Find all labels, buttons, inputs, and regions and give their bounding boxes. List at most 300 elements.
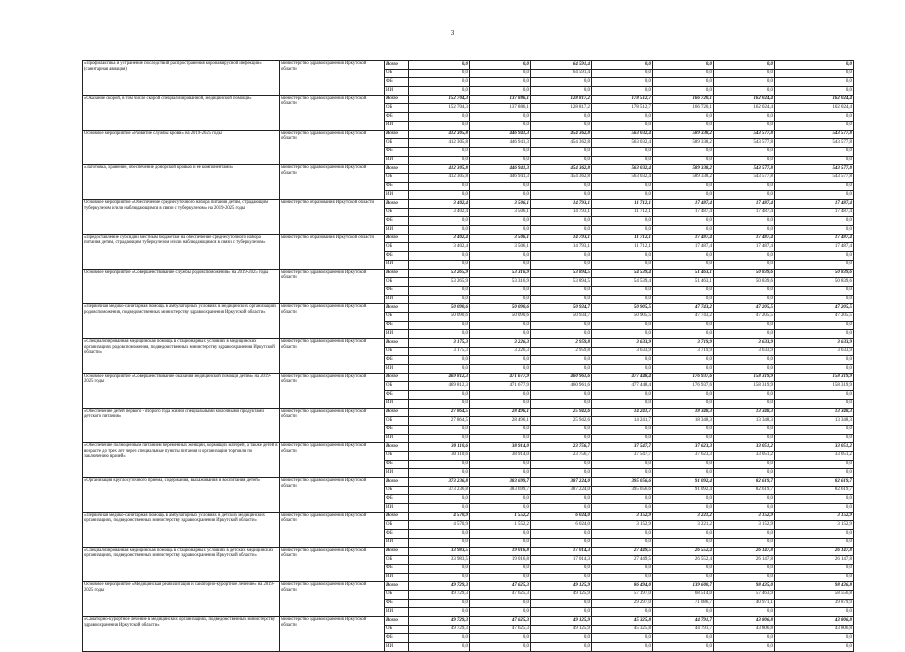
amount-cell: 0,0 xyxy=(470,182,531,191)
measure-name: «Санаторно-курортное лечение в медицинских организациях, подведомственных министерству здравоохранения Иркутской области» xyxy=(83,617,280,652)
amount-cell: 0,0 xyxy=(409,156,470,165)
amount-cell: 158 319,9 xyxy=(714,373,775,382)
amount-cell: 0,0 xyxy=(653,460,714,469)
amount-cell: 2 959,8 xyxy=(531,347,592,356)
amount-cell: 0,0 xyxy=(775,191,854,200)
table-row xyxy=(83,130,854,139)
amount-cell: 0,0 xyxy=(775,252,854,261)
executor-name: министерство здравоохранения Иркутской области xyxy=(280,304,385,339)
amount-cell: 0,0 xyxy=(653,530,714,539)
amount-cell: 6 024,0 xyxy=(531,521,592,530)
amount-cell: 543 577,8 xyxy=(775,139,854,148)
amount-cell: 1 552,2 xyxy=(470,512,531,521)
amount-cell: 0,0 xyxy=(470,156,531,165)
amount-cell: 19 016,8 xyxy=(470,547,531,556)
funding-source: ОБ xyxy=(385,173,409,182)
funding-table xyxy=(82,60,854,652)
amount-cell: 0,0 xyxy=(531,260,592,269)
amount-cell: 0,0 xyxy=(653,573,714,582)
amount-cell: 91 092,4 xyxy=(653,486,714,495)
funding-source: ОБ xyxy=(385,382,409,391)
amount-cell: 158 319,9 xyxy=(714,382,775,391)
amount-cell: 0,0 xyxy=(714,530,775,539)
amount-cell: 37 547,7 xyxy=(592,443,653,452)
amount-cell: 3 719,9 xyxy=(653,347,714,356)
amount-cell: 0,0 xyxy=(592,61,653,70)
amount-cell: 0,0 xyxy=(470,252,531,261)
amount-cell: 0,0 xyxy=(653,391,714,400)
amount-cell: 3 152,9 xyxy=(592,521,653,530)
amount-cell: 26 552,4 xyxy=(653,556,714,565)
amount-cell: 158 319,9 xyxy=(775,382,854,391)
amount-cell: 0,0 xyxy=(470,121,531,130)
amount-cell: 4 570,9 xyxy=(409,521,470,530)
amount-cell: 589 338,2 xyxy=(653,173,714,182)
funding-source: ИИ xyxy=(385,191,409,200)
amount-cell: 589 338,2 xyxy=(653,130,714,139)
amount-cell: 18 348,3 xyxy=(653,408,714,417)
amount-cell: 0,0 xyxy=(409,356,470,365)
amount-cell: 0,0 xyxy=(653,121,714,130)
amount-cell: 0,0 xyxy=(775,286,854,295)
amount-cell: 53 894,5 xyxy=(531,278,592,287)
amount-cell: 28 496,1 xyxy=(470,408,531,417)
amount-cell: 0,0 xyxy=(775,260,854,269)
amount-cell: 0,0 xyxy=(714,61,775,70)
amount-cell: 0,0 xyxy=(531,217,592,226)
amount-cell: 0,0 xyxy=(653,538,714,547)
amount-cell: 0,0 xyxy=(409,226,470,235)
amount-cell: 14 793,1 xyxy=(531,243,592,252)
amount-cell: 0,0 xyxy=(775,356,854,365)
amount-cell: 3 506,1 xyxy=(470,243,531,252)
amount-cell: 0,0 xyxy=(592,538,653,547)
amount-cell: 17 487,4 xyxy=(775,208,854,217)
amount-cell: 0,0 xyxy=(592,87,653,96)
amount-cell: 0,0 xyxy=(409,643,470,652)
amount-cell: 158 319,9 xyxy=(775,373,854,382)
amount-cell: 563 032,4 xyxy=(592,130,653,139)
amount-cell: 0,0 xyxy=(775,538,854,547)
amount-cell: 38 914,0 xyxy=(470,443,531,452)
amount-cell: 0,0 xyxy=(775,295,854,304)
amount-cell: 49 729,3 xyxy=(409,590,470,599)
amount-cell: 0,0 xyxy=(470,399,531,408)
amount-cell: 0,0 xyxy=(531,643,592,652)
amount-cell: 82 619,7 xyxy=(714,478,775,487)
amount-cell: 589 338,2 xyxy=(653,139,714,148)
amount-cell: 0,0 xyxy=(409,391,470,400)
amount-cell: 0,0 xyxy=(470,147,531,156)
amount-cell: 0,0 xyxy=(653,643,714,652)
funding-source: ФБ xyxy=(385,495,409,504)
amount-cell: 0,0 xyxy=(775,226,854,235)
amount-cell: 45 325,8 xyxy=(592,617,653,626)
amount-cell: 91 092,4 xyxy=(653,478,714,487)
table-row xyxy=(83,617,854,626)
amount-cell: 0,0 xyxy=(531,564,592,573)
amount-cell: 543 577,8 xyxy=(714,165,775,174)
amount-cell: 0,0 xyxy=(714,608,775,617)
amount-cell: 26 147,8 xyxy=(775,547,854,556)
amount-cell: 0,0 xyxy=(409,469,470,478)
amount-cell: 47 625,3 xyxy=(470,617,531,626)
amount-cell: 0,0 xyxy=(470,495,531,504)
executor-name: министерство здравоохранения Иркутской области xyxy=(280,165,385,200)
amount-cell: 0,0 xyxy=(592,391,653,400)
amount-cell: 47 205,5 xyxy=(714,304,775,313)
amount-cell: 469 812,3 xyxy=(409,382,470,391)
measure-name: Основное мероприятие «Совершенствование оказания медицинской помощи детям» на 2019-2025 годы xyxy=(83,373,280,408)
amount-cell: 0,0 xyxy=(653,399,714,408)
funding-source: ФБ xyxy=(385,460,409,469)
amount-cell: 176 937,6 xyxy=(653,373,714,382)
amount-cell: 0,0 xyxy=(714,495,775,504)
amount-cell: 33 983,5 xyxy=(409,547,470,556)
funding-source: Всего xyxy=(385,95,409,104)
amount-cell: 460 961,6 xyxy=(531,373,592,382)
amount-cell: 0,0 xyxy=(714,226,775,235)
amount-cell: 0,0 xyxy=(714,434,775,443)
amount-cell: 49 125,9 xyxy=(531,582,592,591)
amount-cell: 0,0 xyxy=(653,61,714,70)
measure-name: «Предоставление субсидии местным бюджетам на обеспечение среднесуточного набора питания детям, страдающим туберкулезом и/или наблюдающимся в связи с туберкулезом» xyxy=(83,234,280,269)
amount-cell: 0,0 xyxy=(775,643,854,652)
amount-cell: 0,0 xyxy=(714,538,775,547)
amount-cell: 54 539,4 xyxy=(592,269,653,278)
amount-cell: 152 704,3 xyxy=(409,95,470,104)
amount-cell: 30 110,6 xyxy=(409,451,470,460)
amount-cell: 0,0 xyxy=(409,495,470,504)
amount-cell: 57 197,0 xyxy=(592,590,653,599)
amount-cell: 0,0 xyxy=(409,113,470,122)
amount-cell: 53 316,9 xyxy=(470,269,531,278)
amount-cell: 0,0 xyxy=(470,356,531,365)
amount-cell: 543 577,8 xyxy=(775,165,854,174)
amount-cell: 0,0 xyxy=(592,226,653,235)
amount-cell: 0,0 xyxy=(653,191,714,200)
amount-cell: 383 699,7 xyxy=(470,478,531,487)
amount-cell: 162 024,4 xyxy=(714,95,775,104)
table-row xyxy=(83,200,854,209)
amount-cell: 86 494,0 xyxy=(592,582,653,591)
amount-cell: 0,0 xyxy=(531,121,592,130)
table-row xyxy=(83,373,854,382)
amount-cell: 0,0 xyxy=(775,217,854,226)
amount-cell: 28 496,1 xyxy=(470,417,531,426)
amount-cell: 0,0 xyxy=(531,191,592,200)
amount-cell: 38 914,0 xyxy=(470,451,531,460)
amount-cell: 0,0 xyxy=(470,530,531,539)
amount-cell: 0,0 xyxy=(409,217,470,226)
amount-cell: 0,0 xyxy=(653,356,714,365)
amount-cell: 0,0 xyxy=(592,321,653,330)
funding-source: Всего xyxy=(385,547,409,556)
amount-cell: 0,0 xyxy=(653,226,714,235)
amount-cell: 0,0 xyxy=(775,434,854,443)
funding-source: ФБ xyxy=(385,147,409,156)
funding-source: ФБ xyxy=(385,113,409,122)
funding-source: ОБ xyxy=(385,139,409,148)
amount-cell: 17 487,4 xyxy=(714,200,775,209)
amount-cell: 49 729,3 xyxy=(409,617,470,626)
amount-cell: 563 032,4 xyxy=(592,173,653,182)
amount-cell: 0,0 xyxy=(531,504,592,513)
amount-cell: 176 937,6 xyxy=(653,382,714,391)
funding-source: Всего xyxy=(385,617,409,626)
amount-cell: 543 577,8 xyxy=(775,173,854,182)
amount-cell: 3 506,1 xyxy=(470,200,531,209)
table-row xyxy=(83,478,854,487)
amount-cell: 3 152,9 xyxy=(714,512,775,521)
amount-cell: 0,0 xyxy=(531,147,592,156)
amount-cell: 152 704,3 xyxy=(409,104,470,113)
amount-cell: 0,0 xyxy=(470,469,531,478)
amount-cell: 0,0 xyxy=(714,113,775,122)
amount-cell: 0,0 xyxy=(409,69,470,78)
amount-cell: 0,0 xyxy=(775,365,854,374)
amount-cell: 3 221,2 xyxy=(653,512,714,521)
amount-cell: 0,0 xyxy=(470,87,531,96)
funding-source: ИИ xyxy=(385,399,409,408)
amount-cell: 11 712,1 xyxy=(592,243,653,252)
amount-cell: 0,0 xyxy=(653,260,714,269)
amount-cell: 0,0 xyxy=(470,460,531,469)
table-row xyxy=(83,547,854,556)
amount-cell: 3 152,9 xyxy=(775,512,854,521)
amount-cell: 0,0 xyxy=(714,391,775,400)
executor-name: министерство здравоохранения Иркутской области xyxy=(280,373,385,408)
funding-source: ИИ xyxy=(385,226,409,235)
funding-source: Всего xyxy=(385,61,409,70)
amount-cell: 162 024,4 xyxy=(775,95,854,104)
amount-cell: 0,0 xyxy=(470,365,531,374)
amount-cell: 0,0 xyxy=(531,321,592,330)
amount-cell: 0,0 xyxy=(592,573,653,582)
amount-cell: 0,0 xyxy=(470,226,531,235)
amount-cell: 57 463,9 xyxy=(714,590,775,599)
amount-cell: 0,0 xyxy=(653,425,714,434)
amount-cell: 0,0 xyxy=(409,260,470,269)
funding-source: ИИ xyxy=(385,469,409,478)
amount-cell: 0,0 xyxy=(470,564,531,573)
amount-cell: 0,0 xyxy=(714,460,775,469)
amount-cell: 2 959,8 xyxy=(531,339,592,348)
amount-cell: 0,0 xyxy=(409,365,470,374)
amount-cell: 0,0 xyxy=(775,425,854,434)
amount-cell: 0,0 xyxy=(775,634,854,643)
executor-name: министерство здравоохранения Иркутской области xyxy=(280,582,385,617)
amount-cell: 3 226,3 xyxy=(470,347,531,356)
amount-cell: 0,0 xyxy=(592,460,653,469)
funding-source: ОБ xyxy=(385,278,409,287)
table-row xyxy=(83,582,854,591)
amount-cell: 0,0 xyxy=(653,78,714,87)
amount-cell: 0,0 xyxy=(775,78,854,87)
amount-cell: 0,0 xyxy=(775,469,854,478)
amount-cell: 0,0 xyxy=(714,182,775,191)
amount-cell: 14 241,7 xyxy=(592,408,653,417)
amount-cell: 0,0 xyxy=(653,564,714,573)
amount-cell: 0,0 xyxy=(592,260,653,269)
amount-cell: 3 633,9 xyxy=(592,347,653,356)
measure-name: «Первичная медико-санитарная помощь в амбулаторных условиях в детских медицинских организациях, подведомственных министерству здравоохранения Иркутской области» xyxy=(83,512,280,547)
amount-cell: 50 839,6 xyxy=(775,269,854,278)
amount-cell: 43 806,8 xyxy=(714,625,775,634)
amount-cell: 3 633,9 xyxy=(714,347,775,356)
amount-cell: 0,0 xyxy=(714,147,775,156)
amount-cell: 0,0 xyxy=(653,87,714,96)
amount-cell: 178 512,7 xyxy=(592,104,653,113)
amount-cell: 37 623,3 xyxy=(653,443,714,452)
amount-cell: 19 016,8 xyxy=(470,556,531,565)
amount-cell: 0,0 xyxy=(653,321,714,330)
amount-cell: 0,0 xyxy=(714,425,775,434)
executor-name: министерство здравоохранения Иркутской области xyxy=(280,617,385,652)
funding-source: ИИ xyxy=(385,538,409,547)
amount-cell: 0,0 xyxy=(592,191,653,200)
amount-cell: 0,0 xyxy=(714,356,775,365)
amount-cell: 162 024,4 xyxy=(714,104,775,113)
amount-cell: 0,0 xyxy=(592,564,653,573)
amount-cell: 0,0 xyxy=(592,434,653,443)
amount-cell: 0,0 xyxy=(592,504,653,513)
measure-name: «Специализированная медицинская помощь в стационарных условиях в медицинских организациях родовспоможения, подведомственных министерству здравоохранения Иркутской области» xyxy=(83,339,280,374)
amount-cell: 387 224,0 xyxy=(531,478,592,487)
funding-source: Всего xyxy=(385,582,409,591)
executor-name: министерство образования Иркутской области xyxy=(280,200,385,235)
amount-cell: 68 514,0 xyxy=(653,590,714,599)
amount-cell: 477 448,4 xyxy=(592,373,653,382)
table-row xyxy=(83,512,854,521)
amount-cell: 33 051,2 xyxy=(775,451,854,460)
amount-cell: 0,0 xyxy=(714,191,775,200)
amount-cell: 53 265,9 xyxy=(409,278,470,287)
amount-cell: 0,0 xyxy=(531,182,592,191)
amount-cell: 0,0 xyxy=(409,191,470,200)
amount-cell: 33 051,2 xyxy=(714,443,775,452)
amount-cell: 49 729,3 xyxy=(409,582,470,591)
amount-cell: 25 942,6 xyxy=(531,417,592,426)
amount-cell: 37 623,3 xyxy=(653,451,714,460)
amount-cell: 543 577,8 xyxy=(714,139,775,148)
amount-cell: 446 941,3 xyxy=(470,165,531,174)
amount-cell: 0,0 xyxy=(653,113,714,122)
amount-cell: 3 402,4 xyxy=(409,243,470,252)
amount-cell: 0,0 xyxy=(531,330,592,339)
funding-source: ОБ xyxy=(385,208,409,217)
amount-cell: 563 032,4 xyxy=(592,139,653,148)
amount-cell: 0,0 xyxy=(409,87,470,96)
amount-cell: 3 633,9 xyxy=(775,347,854,356)
measure-name: «Оказание скорой, в том числе скорой специализированной, медицинской помощи» xyxy=(83,95,280,130)
amount-cell: 50 934,7 xyxy=(531,312,592,321)
amount-cell: 17 487,4 xyxy=(653,243,714,252)
amount-cell: 27 449,5 xyxy=(592,556,653,565)
amount-cell: 0,0 xyxy=(775,156,854,165)
amount-cell: 13 348,3 xyxy=(714,408,775,417)
amount-cell: 0,0 xyxy=(531,399,592,408)
amount-cell: 0,0 xyxy=(775,87,854,96)
amount-cell: 454 362,8 xyxy=(531,139,592,148)
amount-cell: 0,0 xyxy=(409,61,470,70)
amount-cell: 39 879,9 xyxy=(775,599,854,608)
amount-cell: 0,0 xyxy=(653,217,714,226)
amount-cell: 0,0 xyxy=(531,156,592,165)
amount-cell: 0,0 xyxy=(592,608,653,617)
amount-cell: 47 625,3 xyxy=(470,590,531,599)
amount-cell: 0,0 xyxy=(531,530,592,539)
amount-cell: 3 175,3 xyxy=(409,339,470,348)
amount-cell: 469 812,3 xyxy=(409,373,470,382)
table-row xyxy=(83,408,854,417)
amount-cell: 460 961,6 xyxy=(531,382,592,391)
amount-cell: 11 712,1 xyxy=(592,208,653,217)
amount-cell: 0,0 xyxy=(470,608,531,617)
amount-cell: 0,0 xyxy=(531,78,592,87)
amount-cell: 0,0 xyxy=(653,469,714,478)
amount-cell: 454 362,8 xyxy=(531,130,592,139)
amount-cell: 0,0 xyxy=(592,469,653,478)
amount-cell: 0,0 xyxy=(470,78,531,87)
funding-source: ИИ xyxy=(385,330,409,339)
amount-cell: 0,0 xyxy=(409,573,470,582)
amount-cell: 3 402,4 xyxy=(409,234,470,243)
amount-cell: 446 941,3 xyxy=(470,173,531,182)
amount-cell: 17 487,4 xyxy=(775,200,854,209)
amount-cell: 0,0 xyxy=(592,530,653,539)
amount-cell: 0,0 xyxy=(592,217,653,226)
amount-cell: 82 619,7 xyxy=(714,486,775,495)
amount-cell: 0,0 xyxy=(531,226,592,235)
amount-cell: 563 032,4 xyxy=(592,165,653,174)
measure-name: «Обеспечение полноценным питанием беременных женщин, кормящих матерей, а также детей в возрасте до трех лет через специальные пункты питания и организации торговли по заключению врачей» xyxy=(83,443,280,478)
executor-name: министерство здравоохранения Иркутской области xyxy=(280,408,385,443)
amount-cell: 0,0 xyxy=(592,182,653,191)
amount-cell: 0,0 xyxy=(714,286,775,295)
amount-cell: 0,0 xyxy=(470,113,531,122)
amount-cell: 0,0 xyxy=(409,504,470,513)
funding-source: ФБ xyxy=(385,252,409,261)
funding-source: ФБ xyxy=(385,599,409,608)
amount-cell: 49 125,9 xyxy=(531,625,592,634)
amount-cell: 0,0 xyxy=(592,399,653,408)
amount-cell: 3 633,9 xyxy=(592,339,653,348)
amount-cell: 3 633,9 xyxy=(775,339,854,348)
executor-name: министерство здравоохранения Иркутской области xyxy=(280,443,385,478)
amount-cell: 0,0 xyxy=(470,61,531,70)
amount-cell: 0,0 xyxy=(409,434,470,443)
amount-cell: 3 506,1 xyxy=(470,234,531,243)
amount-cell: 0,0 xyxy=(653,69,714,78)
amount-cell: 50 839,6 xyxy=(714,278,775,287)
table-row xyxy=(83,339,854,348)
amount-cell: 0,0 xyxy=(775,573,854,582)
amount-cell: 82 619,7 xyxy=(775,486,854,495)
amount-cell: 27 449,5 xyxy=(592,547,653,556)
amount-cell: 23 756,7 xyxy=(531,443,592,452)
amount-cell: 543 577,8 xyxy=(714,173,775,182)
amount-cell: 0,0 xyxy=(775,121,854,130)
amount-cell: 0,0 xyxy=(470,434,531,443)
amount-cell: 0,0 xyxy=(531,113,592,122)
amount-cell: 51 463,1 xyxy=(653,269,714,278)
amount-cell: 454 362,8 xyxy=(531,165,592,174)
amount-cell: 412 305,8 xyxy=(409,173,470,182)
amount-cell: 54 539,4 xyxy=(592,278,653,287)
funding-source: ФБ xyxy=(385,530,409,539)
amount-cell: 0,0 xyxy=(409,460,470,469)
